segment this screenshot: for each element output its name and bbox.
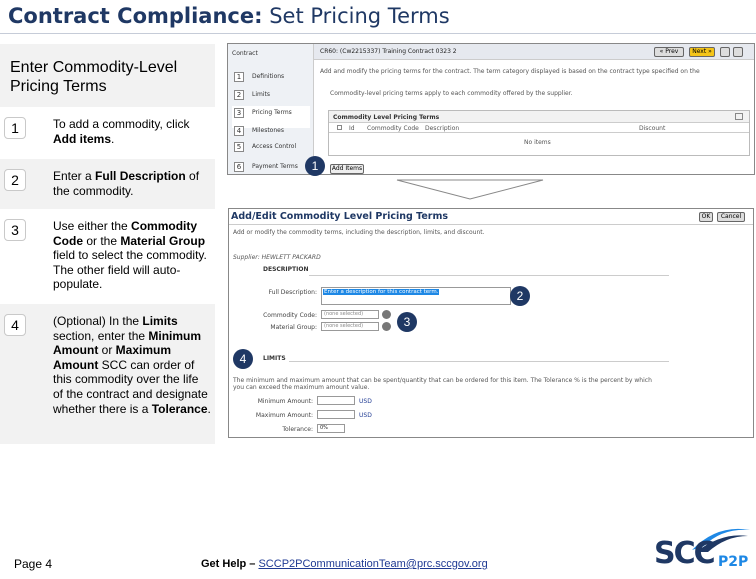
material-group-label: Material Group:: [270, 324, 317, 331]
min-currency[interactable]: USD: [359, 398, 372, 405]
callout-3: 3: [397, 312, 417, 332]
add-items-button[interactable]: Add Items: [331, 165, 363, 172]
ok-button[interactable]: OK: [699, 212, 713, 222]
sidebar-item-definitions[interactable]: 1 Definitions: [232, 70, 310, 92]
step-text: (Optional) In the Limits section, enter the Minimum Amount or Maximum Amount SCC can order of this commodity over the life of the contract and designate whether there is a Tolerance.: [53, 314, 211, 416]
minimum-amount-input[interactable]: [317, 396, 355, 405]
expand-icon[interactable]: [735, 113, 743, 120]
callout-2: 2: [510, 286, 530, 306]
step-text: Use either the Commodity Code or the Material Group field to select the commodity. The other field will auto-populate.: [53, 219, 207, 292]
tolerance-input[interactable]: 0%: [317, 424, 345, 433]
sidebar-item-access-control[interactable]: 5 Access Control: [232, 140, 310, 162]
step-number: 4: [4, 314, 26, 336]
page-number: Page 4: [14, 557, 53, 571]
limits-section: LIMITS: [263, 355, 286, 362]
contract-intro: Add and modify the pricing terms for the contract. The term category displayed is based on the contract type specified on the: [320, 68, 700, 75]
down-arrow-icon: [395, 178, 545, 202]
col-id: Id: [349, 125, 355, 132]
step-text: To add a commodity, click Add items.: [53, 117, 190, 146]
sidebar-item-pricing-terms[interactable]: 3 Pricing Terms: [232, 106, 310, 128]
sidebar-item-payment-terms[interactable]: 6 Payment Terms: [232, 160, 310, 175]
sidebar-item-milestones[interactable]: 4 Milestones: [232, 124, 310, 146]
scc-p2p-logo: [652, 522, 752, 574]
step-number: 2: [4, 169, 26, 191]
table-header: [329, 111, 749, 123]
commodity-search-icon[interactable]: [382, 310, 391, 319]
section-heading: Enter Commodity-Level Pricing Terms: [10, 59, 178, 95]
sidebar-item-limits[interactable]: 2 Limits: [232, 88, 310, 110]
step-4: [0, 304, 215, 444]
limits-text: The minimum and maximum amount that can be spent/quantity that can be ordered for this item. The Tolerance % is the percent by which you can exceed the maximum amount value.: [233, 377, 652, 391]
description-section: DESCRIPTION: [263, 266, 309, 273]
sidebar-title: Contract: [232, 50, 258, 57]
maximum-amount-input[interactable]: [317, 410, 355, 419]
help-email-link[interactable]: SCCP2PCommunicationTeam@prc.sccgov.org: [258, 558, 488, 570]
tolerance-label: Tolerance:: [282, 426, 313, 433]
pricing-note: Commodity-level pricing terms apply to each commodity offered by the supplier.: [330, 90, 573, 97]
step-2: [0, 159, 215, 209]
next-button[interactable]: Next »: [689, 47, 715, 57]
logo-subtext: P2P: [718, 554, 749, 570]
dialog-title: Add/Edit Commodity Level Pricing Terms: [231, 211, 448, 222]
material-search-icon[interactable]: [382, 322, 391, 331]
supplier-label: Supplier: HEWLETT PACKARD: [233, 254, 321, 261]
commodity-code-label: Commodity Code:: [263, 312, 317, 319]
add-edit-screen: [228, 208, 754, 438]
logo-text: SCC: [654, 536, 714, 571]
commodity-code-select[interactable]: (none selected): [321, 310, 379, 319]
pricing-table: [328, 110, 750, 156]
contract-title: CR60: (Cw2215337) Training Contract 0323 2: [320, 48, 457, 55]
col-discount: Discount: [639, 125, 666, 132]
last-button[interactable]: [733, 47, 743, 57]
step-3: [0, 209, 215, 304]
step-1: [0, 107, 215, 159]
full-description-value: Enter a description for this contract term.: [324, 289, 439, 295]
prev-button[interactable]: « Prev: [654, 47, 684, 57]
full-description-field[interactable]: [321, 287, 511, 305]
full-description-label: Full Description:: [268, 289, 317, 296]
table-columns: [329, 123, 749, 133]
step-number: 3: [4, 219, 26, 241]
dialog-header: [229, 209, 754, 225]
dialog-intro: Add or modify the commodity terms, including the description, limits, and discount.: [233, 229, 485, 236]
callout-4: 4: [233, 349, 253, 369]
divider: [289, 361, 669, 362]
table-title: Commodity Level Pricing Terms: [333, 114, 440, 121]
col-description: Description: [425, 125, 460, 132]
contract-header: [314, 44, 755, 60]
cancel-button[interactable]: Cancel: [717, 212, 745, 222]
col-commodity-code: Commodity Code: [367, 125, 419, 132]
help-footer: Get Help – SCCP2PCommunicationTeam@prc.sccgov.org: [201, 558, 488, 570]
select-all-checkbox[interactable]: [337, 125, 342, 130]
maximum-amount-label: Maximum Amount:: [255, 412, 313, 419]
callout-1: 1: [305, 156, 325, 176]
step-number: 1: [4, 117, 26, 139]
empty-message: No items: [524, 139, 551, 146]
contract-screen: [227, 43, 755, 175]
minimum-amount-label: Minimum Amount:: [257, 398, 313, 405]
max-currency[interactable]: USD: [359, 412, 372, 419]
page-title: Contract Compliance: Set Pricing Terms: [8, 4, 450, 28]
step-text: Enter a Full Description of the commodity.: [53, 169, 200, 198]
contract-sidebar: [228, 44, 314, 175]
divider: [309, 275, 669, 276]
title-divider: [0, 33, 756, 34]
first-button[interactable]: [720, 47, 730, 57]
material-group-select[interactable]: (none selected): [321, 322, 379, 331]
